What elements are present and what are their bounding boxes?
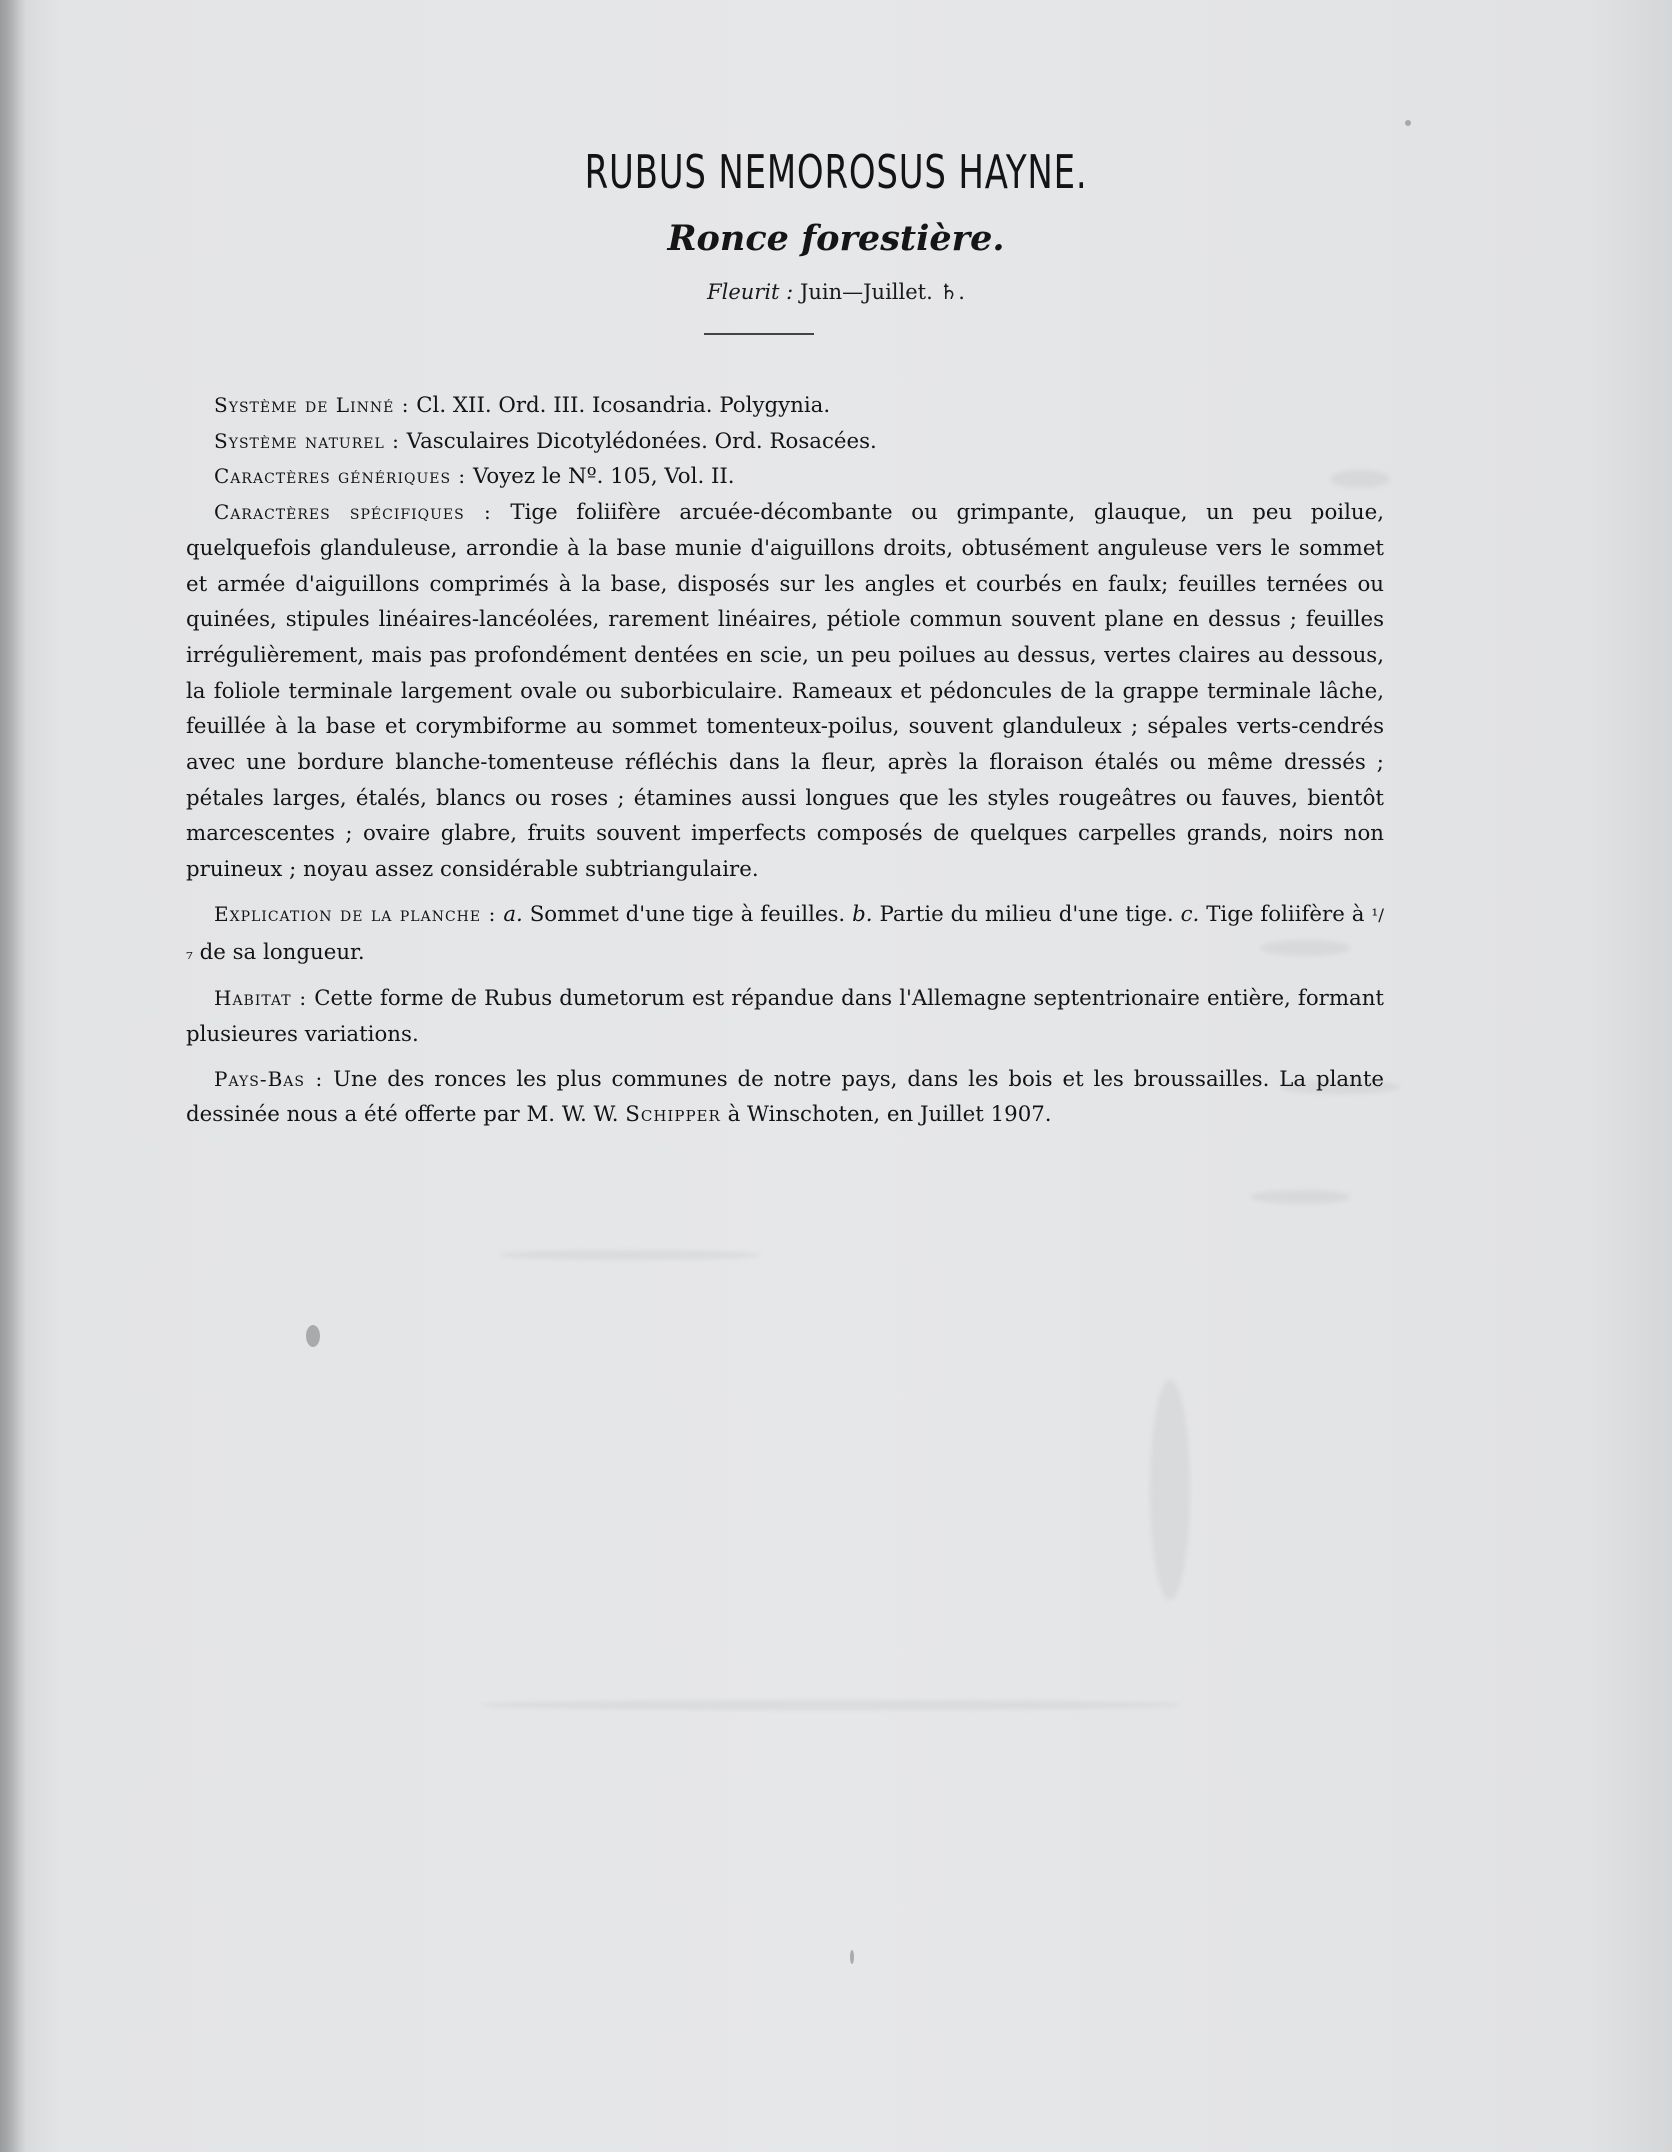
section-linne [186,388,1384,424]
plate-fraction: ¹/₇ [186,905,1384,964]
section-text: Une des ronces les plus communes de notre pays, dans les bois et les broussailles. La plante dessinée nous a été offerte par M. W. W. [186,1066,1384,1128]
show-through-mark [480,1700,1180,1710]
section-text: Vasculaires Dicotylédonées. Ord. Rosacées. [406,428,877,454]
show-through-mark [1250,1190,1350,1204]
section-heading: Explication de la planche : [214,901,497,926]
section-pays-bas [186,1062,1384,1133]
show-through-mark [1150,1380,1190,1600]
plate-text-a: Sommet d'une tige à feuilles. [529,901,846,927]
section-habitat [186,981,1384,1052]
flowering-line [0,280,1672,304]
plate-text-c: Tige foliifère à [1206,901,1365,927]
section-heading: Habitat : [214,986,308,1011]
section-naturel [186,424,1384,460]
show-through-mark [500,1250,760,1260]
plate-label-c: c. [1180,901,1200,927]
contributor-name: Schipper [625,1102,721,1128]
section-text: Tige foliifère arcuée-décombante ou grimpante, glauque, un peu poilue, quelquefois glanduleuse, arrondie à la base munie d'aiguillons droits, obtusément anguleuse vers le sommet et armée d'aiguillons comprimés à la base, disposés sur les angles et courbés en faulx; feuilles ternées ou quinées, stipules linéaires-lancéolées, rarement linéaires, pétiole commun souvent plane en dessus ; feuilles irrégulièrement, mais pas profondément dentées en scie, un peu poilues au dessus, vertes claires au dessous, la foliole terminale largement ovale ou suborbiculaire. Rameaux et pédoncules de la grappe terminale lâche, feuillée à la base et corymbiforme au sommet tomenteux-poilus, souvent glanduleux ; sépales verts-cendrés avec une bordure blanche-tomenteuse réfléchis dans la fleur, après la floraison étalés ou même dressés ; pétales larges, étalés, blancs ou roses ; étamines aussi longues que les styles rougeâtres ou fauves, bientôt marcescentes ; ovaire glabre, fruits souvent imperfects composés de quelques carpelles grands, noirs non pruineux ; noyau assez considérable subtriangulaire. [186,500,1384,883]
plate-text-c-end: de sa longueur. [199,939,365,965]
section-text-end: à Winschoten, en Juillet 1907. [727,1102,1052,1128]
plate-label-a: a. [503,901,523,927]
section-specifiques [186,495,1384,888]
plate-text-b: Partie du milieu d'une tige. [879,901,1174,927]
specks [1405,120,1411,126]
section-heading: Pays-Bas : [214,1066,324,1091]
flowering-value: Juin—Juillet. ♄. [799,280,965,304]
section-text: Cl. XII. Ord. III. Icosandria. Polygynia. [416,393,831,418]
section-explication [186,897,1384,972]
page-subtitle: Ronce forestière. [667,218,1005,259]
specks [306,1325,320,1347]
section-heading: Caractères spécifiques : [214,500,492,525]
section-text: Cette forme de Rubus dumetorum est répandue dans l'Allemagne septentrionaire entière, formant plusieures variations. [186,986,1384,1047]
section-heading: Système naturel : [214,428,400,453]
flowering-label: Fleurit : [707,280,794,304]
specks [850,1950,854,1964]
section-text: Voyez le Nº. 105, Vol. II. [472,464,735,490]
section-heading: Caractères génériques : [214,464,467,489]
page-title: RUBUS NEMOROSUS HAYNE. [584,145,1088,199]
description-body [186,388,1384,1142]
plate-label-b: b. [852,901,873,927]
binding-shadow [0,0,26,2152]
section-heading: Système de Linné : [214,393,410,417]
section-generiques [186,459,1384,495]
divider [704,333,814,335]
